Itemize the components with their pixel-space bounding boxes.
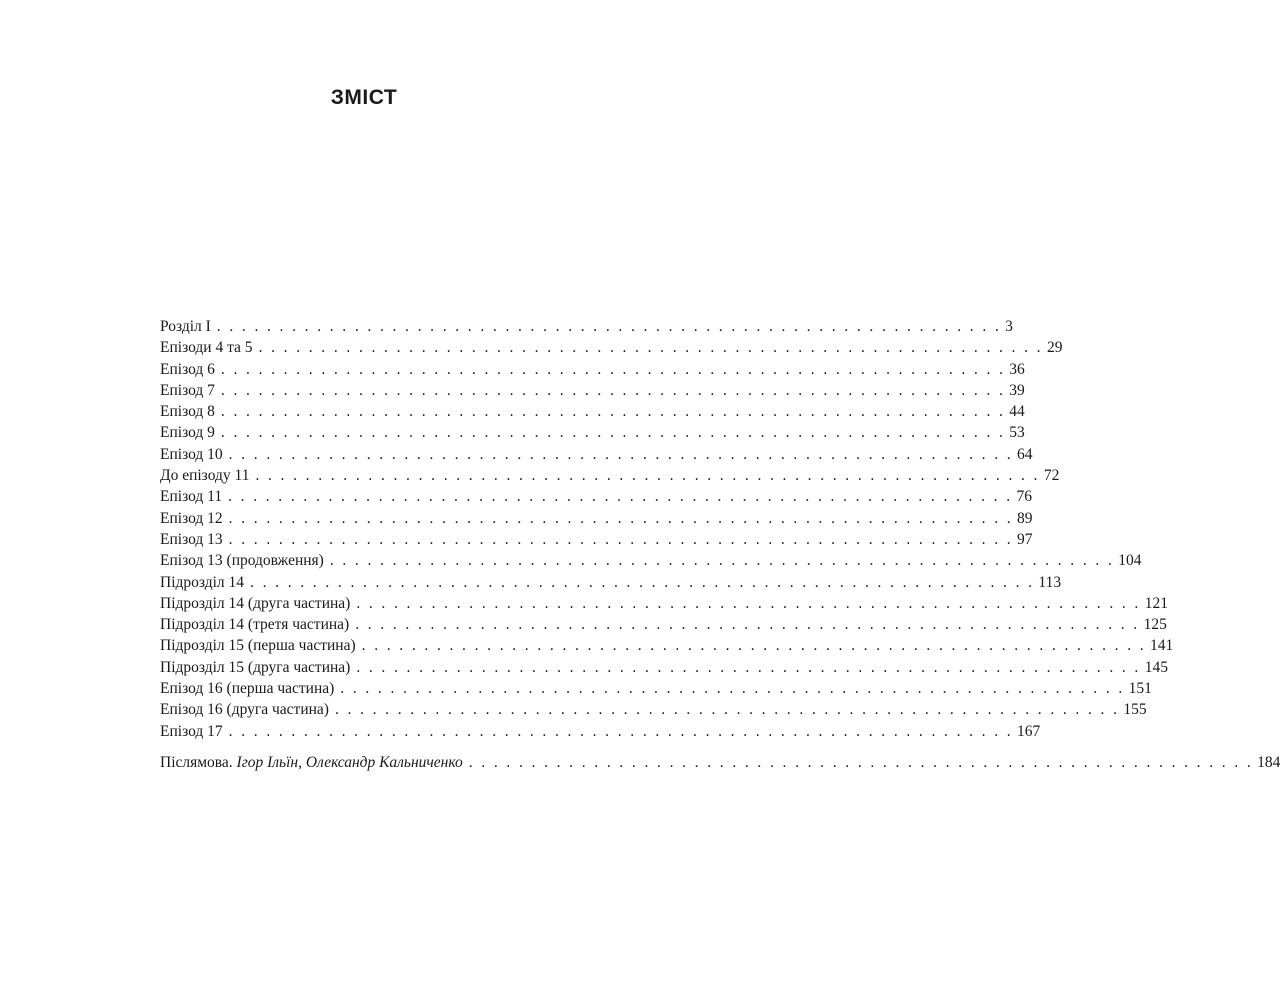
dot-leader: . . . . . . . . . . . . . . . . . . . . . . . . . . . . . . . . . . . . . . . . . . . . . . . . . . . . . . . . . . . . . . . [329, 552, 1115, 570]
toc-entry-label: Підрозділ 14 (третя частина) [160, 616, 350, 634]
dot-leader: . . . . . . . . . . . . . . . . . . . . . . . . . . . . . . . . . . . . . . . . . . . . . . . . . . . . . . . . . . . . . . . [355, 616, 1140, 634]
toc-entry-label: Підрозділ 15 (перша частина) [160, 637, 356, 655]
toc-entry [160, 593, 1168, 614]
toc-entry [160, 657, 1168, 678]
toc-entry-label: Епізод 8 [160, 403, 215, 421]
toc-entry-label: Епізод 13 (продовження) [160, 552, 324, 570]
toc-entry-label: Підрозділ 14 (друга частина) [160, 594, 351, 612]
toc-entry [160, 465, 1060, 486]
toc-entry-page: 151 [1128, 680, 1152, 698]
toc-entry-page: 72 [1043, 467, 1060, 485]
dot-leader: . . . . . . . . . . . . . . . . . . . . . . . . . . . . . . . . . . . . . . . . . . . . . . . . . . . . . . . . . . . . . . . [228, 488, 1013, 506]
toc-entry-label: Розділ I [160, 318, 211, 335]
dot-leader: . . . . . . . . . . . . . . . . . . . . . . . . . . . . . . . . . . . . . . . . . . . . . . . . . . . . . . . . . . . . . . . [228, 445, 1014, 463]
toc-entry-label: Епізод 6 [160, 360, 215, 378]
toc-entry [160, 337, 1063, 358]
toc-entry-page: 125 [1143, 616, 1167, 634]
toc-entry [160, 699, 1147, 720]
dot-leader: . . . . . . . . . . . . . . . . . . . . . . . . . . . . . . . . . . . . . . . . . . . . . . . . . . . . . . . . . . . . . . . [255, 467, 1040, 485]
toc-entry [160, 614, 1167, 635]
toc-entry [160, 635, 1174, 656]
dot-leader: . . . . . . . . . . . . . . . . . . . . . . . . . . . . . . . . . . . . . . . . . . . . . . . . . . . . . . . . . . . . . . . [356, 658, 1141, 676]
dot-leader: . . . . . . . . . . . . . . . . . . . . . . . . . . . . . . . . . . . . . . . . . . . . . . . . . . . . . . . . . . . . . . . [340, 680, 1125, 698]
toc-entry-label: Епізод 7 [160, 381, 215, 399]
dot-leader: . . . . . . . . . . . . . . . . . . . . . . . . . . . . . . . . . . . . . . . . . . . . . . . . . . . . . . . . . . . . . . . [220, 360, 1006, 378]
toc-entry-page: 64 [1017, 445, 1033, 463]
dot-leader: . . . . . . . . . . . . . . . . . . . . . . . . . . . . . . . . . . . . . . . . . . . . . . . . . . . . . . . . . . . . . . . [361, 637, 1147, 655]
toc-entry-page: 113 [1038, 573, 1062, 591]
afterword-authors: Ігор Ільїн, Олександр Кальниченко [236, 753, 463, 771]
toc-entry-label: Епізод 9 [160, 424, 215, 442]
toc-entry-label: Епізод 11 [160, 488, 223, 506]
toc-entry-page: 97 [1017, 530, 1033, 548]
page-title: ЗМІСТ [330, 86, 398, 109]
toc-entry-label: Епізод 16 (друга частина) [160, 701, 329, 719]
toc-entry-page: 184 [1257, 753, 1280, 771]
dot-leader: . . . . . . . . . . . . . . . . . . . . . . . . . . . . . . . . . . . . . . . . . . . . . . . . . . . . . . . . . . . . . . . [220, 424, 1006, 442]
toc-entry-label: Епізод 13 [160, 530, 223, 548]
toc-entry-label: Підрозділ 14 [160, 573, 245, 591]
toc-entry [160, 422, 1025, 443]
dot-leader: . . . . . . . . . . . . . . . . . . . . . . . . . . . . . . . . . . . . . . . . . . . . . . . . . . . . . . . . . . . . . . . [468, 753, 1254, 771]
dot-leader: . . . . . . . . . . . . . . . . . . . . . . . . . . . . . . . . . . . . . . . . . . . . . . . . . . . . . . . . . . . . . . . [220, 381, 1006, 399]
dot-leader: . . . . . . . . . . . . . . . . . . . . . . . . . . . . . . . . . . . . . . . . . . . . . . . . . . . . . . . . . . . . . . . [216, 318, 1002, 335]
toc-entry-page: 53 [1009, 424, 1025, 442]
table-of-contents [160, 316, 1280, 773]
toc-entry-page: 145 [1144, 658, 1168, 676]
dot-leader: . . . . . . . . . . . . . . . . . . . . . . . . . . . . . . . . . . . . . . . . . . . . . . . . . . . . . . . . . . . . . . . [228, 530, 1014, 548]
dot-leader: . . . . . . . . . . . . . . . . . . . . . . . . . . . . . . . . . . . . . . . . . . . . . . . . . . . . . . . . . . . . . . . [334, 701, 1120, 719]
toc-entry [160, 678, 1152, 699]
toc-entry-label: Епізоди 4 та 5 [160, 339, 253, 357]
dot-leader: . . . . . . . . . . . . . . . . . . . . . . . . . . . . . . . . . . . . . . . . . . . . . . . . . . . . . . . . . . . . . . . [258, 339, 1043, 357]
toc-entry-page: 44 [1009, 403, 1025, 421]
toc-entry-page: 167 [1017, 722, 1041, 740]
dot-leader: . . . . . . . . . . . . . . . . . . . . . . . . . . . . . . . . . . . . . . . . . . . . . . . . . . . . . . . . . . . . . . . [220, 403, 1006, 421]
toc-entry-page: 29 [1046, 339, 1063, 357]
toc-entry-page: 121 [1144, 594, 1168, 612]
toc-entry-page: 3 [1005, 318, 1013, 335]
toc-entry-page: 155 [1123, 701, 1147, 719]
toc-entry [160, 380, 1025, 401]
dot-leader: . . . . . . . . . . . . . . . . . . . . . . . . . . . . . . . . . . . . . . . . . . . . . . . . . . . . . . . . . . . . . . . [228, 722, 1014, 740]
toc-entry-label [160, 752, 463, 773]
toc-entry [160, 359, 1025, 380]
toc-entry [160, 721, 1041, 742]
toc-entry [160, 572, 1062, 593]
toc-entry-label: Підрозділ 15 (друга частина) [160, 658, 351, 676]
toc-entry [160, 486, 1032, 507]
toc-entry [160, 508, 1033, 529]
afterword-title: Післямова. [160, 753, 233, 771]
toc-entry-page: 39 [1009, 381, 1025, 399]
toc-entry-page: 36 [1009, 360, 1025, 378]
toc-entry [160, 550, 1142, 571]
toc-entry-page: 104 [1118, 552, 1142, 570]
toc-entry [160, 316, 1013, 337]
toc-entry-page: 141 [1150, 637, 1174, 655]
toc-entry-label: Епізод 12 [160, 509, 223, 527]
toc-entry-afterword [160, 752, 1280, 773]
toc-entry-page: 89 [1017, 509, 1033, 527]
toc-entry-label: Епізод 17 [160, 722, 223, 740]
toc-entry-label: Епізод 16 (перша частина) [160, 680, 335, 698]
dot-leader: . . . . . . . . . . . . . . . . . . . . . . . . . . . . . . . . . . . . . . . . . . . . . . . . . . . . . . . . . . . . . . . [356, 594, 1141, 612]
toc-entry-label: До епізоду 11 [160, 467, 250, 485]
toc-entry [160, 444, 1033, 465]
dot-leader: . . . . . . . . . . . . . . . . . . . . . . . . . . . . . . . . . . . . . . . . . . . . . . . . . . . . . . . . . . . . . . . [228, 509, 1014, 527]
toc-entry [160, 401, 1025, 422]
toc-entry-page: 76 [1016, 488, 1032, 506]
toc-entry [160, 529, 1033, 550]
dot-leader: . . . . . . . . . . . . . . . . . . . . . . . . . . . . . . . . . . . . . . . . . . . . . . . . . . . . . . . . . . . . . . . [250, 573, 1035, 591]
toc-entry-label: Епізод 10 [160, 445, 223, 463]
